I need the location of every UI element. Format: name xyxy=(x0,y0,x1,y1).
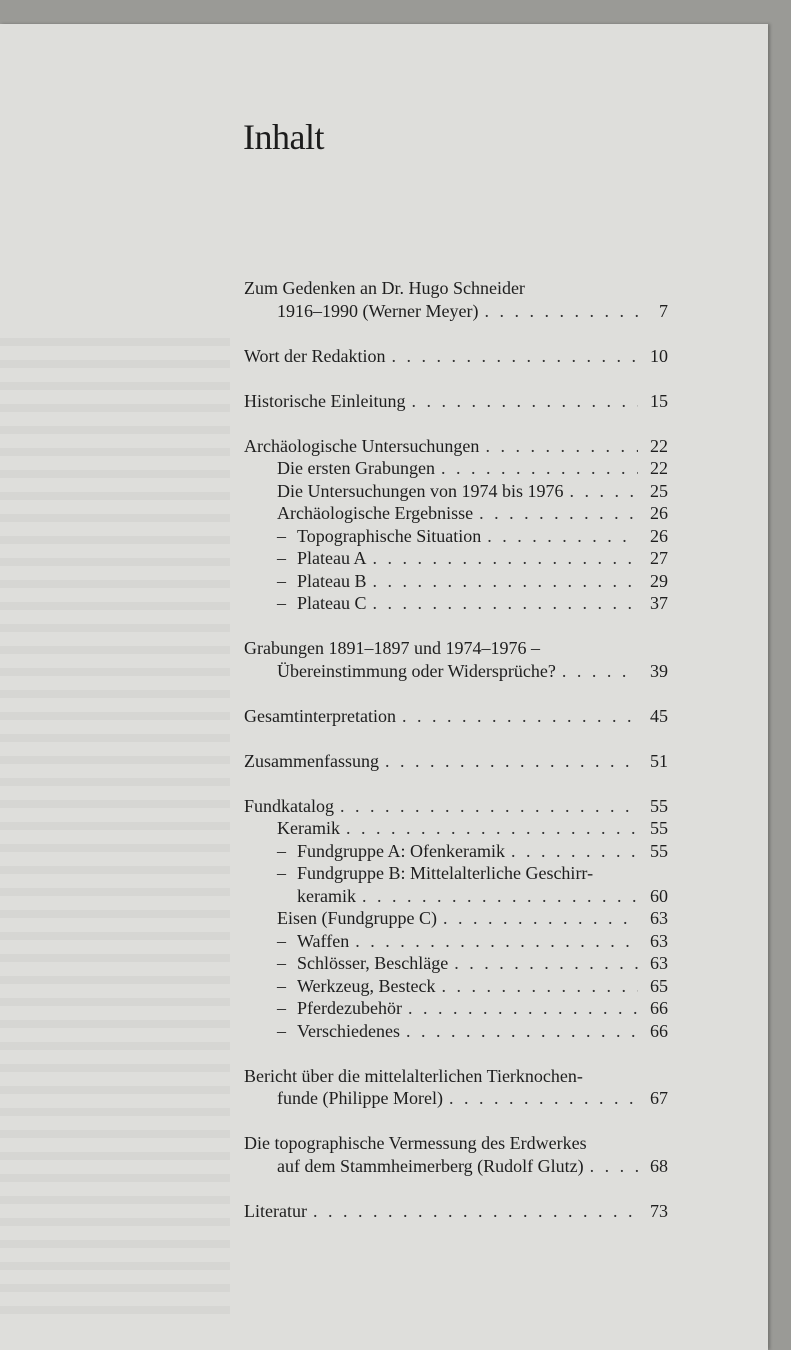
dash-marker: – xyxy=(277,975,286,996)
toc-entry-label: auf dem Stammheimerberg (Rudolf Glutz) xyxy=(277,1155,584,1176)
leader-dots xyxy=(511,840,638,863)
book-page xyxy=(0,24,768,1350)
page-title: Inhalt xyxy=(243,117,324,157)
toc-entry[interactable] xyxy=(244,817,668,840)
toc-entry[interactable] xyxy=(244,480,668,503)
toc-entry-label: Eisen (Fundgruppe C) xyxy=(277,908,437,928)
leader-dots xyxy=(362,885,638,908)
toc-entry-label: – Fundgruppe A: Ofenkeramik xyxy=(277,840,505,861)
toc-page-number: 51 xyxy=(650,750,668,771)
show-through-text xyxy=(0,324,230,1324)
toc-page-number: 55 xyxy=(650,840,668,861)
toc-entry[interactable] xyxy=(244,547,668,570)
toc-entry-label: – Pferdezubehör xyxy=(277,998,402,1018)
toc-entry[interactable] xyxy=(244,1020,668,1043)
dash-marker: – xyxy=(277,548,286,568)
toc-page-number: 29 xyxy=(650,570,668,591)
toc-entry[interactable] xyxy=(244,592,668,615)
toc-page-number: 39 xyxy=(650,660,668,681)
toc-entry-label: – Topographische Situation xyxy=(277,525,482,546)
toc-page-number: 55 xyxy=(650,818,668,838)
toc-entry-label: Historische Einleitung xyxy=(244,390,406,411)
toc-entry-label: – Schlösser, Beschläge xyxy=(277,953,449,973)
leader-dots xyxy=(411,390,638,413)
leader-dots xyxy=(562,660,638,683)
toc-entry-label: – Verschiedenes xyxy=(277,1020,400,1041)
toc-entry[interactable] xyxy=(244,435,668,458)
toc-page-number: 63 xyxy=(650,953,668,973)
toc-entry[interactable] xyxy=(244,840,668,863)
toc-page-number: 7 xyxy=(659,300,668,321)
leader-dots xyxy=(406,1020,638,1043)
toc-page-number: 60 xyxy=(650,885,668,906)
toc-entry[interactable] xyxy=(244,1200,668,1223)
toc-entry[interactable] xyxy=(244,525,668,548)
leader-dots xyxy=(346,817,638,840)
leader-dots xyxy=(373,570,639,593)
toc-page-number: 66 xyxy=(650,1020,668,1041)
dash-marker: – xyxy=(277,525,286,546)
dash-marker: – xyxy=(277,593,286,613)
toc-page-number: 68 xyxy=(650,1155,668,1176)
toc-entry-label: keramik xyxy=(297,885,356,906)
toc-page-number: 25 xyxy=(650,480,668,501)
toc-entry[interactable] xyxy=(244,660,668,683)
dash-marker: – xyxy=(277,570,286,591)
toc-entry[interactable] xyxy=(244,570,668,593)
leader-dots xyxy=(408,997,638,1020)
toc-entry[interactable] xyxy=(244,1155,668,1178)
dash-marker: – xyxy=(277,840,286,861)
leader-dots xyxy=(487,525,638,548)
toc-entry-label: Die Untersuchungen von 1974 bis 1976 xyxy=(277,480,564,501)
toc-entry[interactable] xyxy=(244,390,668,413)
leader-dots xyxy=(402,705,638,728)
toc-entry[interactable] xyxy=(244,457,668,480)
leader-dots xyxy=(485,435,638,458)
toc-entry[interactable] xyxy=(244,930,668,953)
toc-page-number: 65 xyxy=(650,975,668,996)
toc-page-number: 10 xyxy=(650,345,668,366)
toc-entry-line: Grabungen 1891–1897 und 1974–1976 – xyxy=(244,638,540,658)
dash-marker: – xyxy=(277,953,286,973)
leader-dots xyxy=(441,457,638,480)
toc-entry-label: – Werkzeug, Besteck xyxy=(277,975,436,996)
toc-page-number: 22 xyxy=(650,435,668,456)
toc-entry-label: Übereinstimmung oder Widersprüche? xyxy=(277,660,556,681)
toc-page-number: 37 xyxy=(650,593,668,613)
toc-entry-label: – Plateau B xyxy=(277,570,367,591)
toc-page-number: 63 xyxy=(650,908,668,928)
leader-dots xyxy=(340,795,638,818)
dash-marker: – xyxy=(277,1020,286,1041)
leader-dots xyxy=(484,300,638,323)
toc-page-number: 55 xyxy=(650,795,668,816)
toc-entry-label: Die ersten Grabungen xyxy=(277,458,435,478)
leader-dots xyxy=(313,1200,638,1223)
toc-entry-label: 1916–1990 (Werner Meyer) xyxy=(277,300,479,321)
dash-marker: – xyxy=(277,930,286,951)
toc-entry-label: – Plateau C xyxy=(277,593,367,613)
toc-entry-line: Zum Gedenken an Dr. Hugo Schneider xyxy=(244,278,525,298)
leader-dots xyxy=(385,750,638,773)
toc-entry-label: Literatur xyxy=(244,1200,307,1221)
toc-entry-line: Die topographische Vermessung des Erdwerkes xyxy=(244,1133,587,1153)
toc-page-number: 15 xyxy=(650,390,668,411)
toc-entry-label: Gesamtinterpretation xyxy=(244,705,396,726)
toc-entry[interactable] xyxy=(244,1087,668,1110)
toc-entry[interactable] xyxy=(244,705,668,728)
toc-entry[interactable] xyxy=(244,997,668,1020)
dash-marker: – xyxy=(277,998,286,1018)
toc-entry-line: Bericht über die mittelalterlichen Tierknochen- xyxy=(244,1065,583,1086)
dash-marker: – xyxy=(277,863,286,883)
toc-entry-label: Zusammenfassung xyxy=(244,750,379,771)
toc-page-number: 66 xyxy=(650,998,668,1018)
toc-page-number: 45 xyxy=(650,705,668,726)
toc-entry-label: Fundkatalog xyxy=(244,795,334,816)
toc-page-number: 26 xyxy=(650,525,668,546)
toc-page-number: 67 xyxy=(650,1088,668,1108)
table-of-contents xyxy=(244,277,668,1222)
leader-dots xyxy=(392,345,638,368)
toc-entry-label: Archäologische Ergebnisse xyxy=(277,503,474,523)
toc-entry[interactable] xyxy=(244,795,668,818)
leader-dots xyxy=(590,1155,638,1178)
leader-dots xyxy=(373,592,639,615)
toc-entry[interactable] xyxy=(244,300,668,323)
toc-entry-label: Wort der Redaktion xyxy=(244,345,386,366)
toc-entry[interactable] xyxy=(244,907,668,930)
toc-page-number: 63 xyxy=(650,930,668,951)
toc-entry-label: – Waffen xyxy=(277,930,350,951)
leader-dots xyxy=(373,547,639,570)
toc-entry-line: – Fundgruppe B: Mittelalterliche Geschirr- xyxy=(277,863,594,883)
toc-entry[interactable] xyxy=(244,952,668,975)
leader-dots xyxy=(479,502,638,525)
leader-dots xyxy=(454,952,638,975)
leader-dots xyxy=(355,930,638,953)
leader-dots xyxy=(442,975,639,998)
toc-entry-label: funde (Philippe Morel) xyxy=(277,1088,443,1108)
toc-entry[interactable] xyxy=(244,345,668,368)
toc-page-number: 26 xyxy=(650,503,668,523)
toc-page-number: 27 xyxy=(650,548,668,568)
toc-entry[interactable] xyxy=(244,750,668,773)
toc-page-number: 73 xyxy=(650,1200,668,1221)
toc-entry-label: Keramik xyxy=(277,818,340,838)
leader-dots xyxy=(569,480,638,503)
leader-dots xyxy=(449,1087,638,1110)
toc-entry[interactable] xyxy=(244,885,668,908)
leader-dots xyxy=(443,907,638,930)
toc-entry-label: Archäologische Untersuchungen xyxy=(244,435,480,456)
toc-entry[interactable] xyxy=(244,975,668,998)
toc-entry[interactable] xyxy=(244,502,668,525)
toc-entry-label: – Plateau A xyxy=(277,548,367,568)
toc-page-number: 22 xyxy=(650,458,668,478)
